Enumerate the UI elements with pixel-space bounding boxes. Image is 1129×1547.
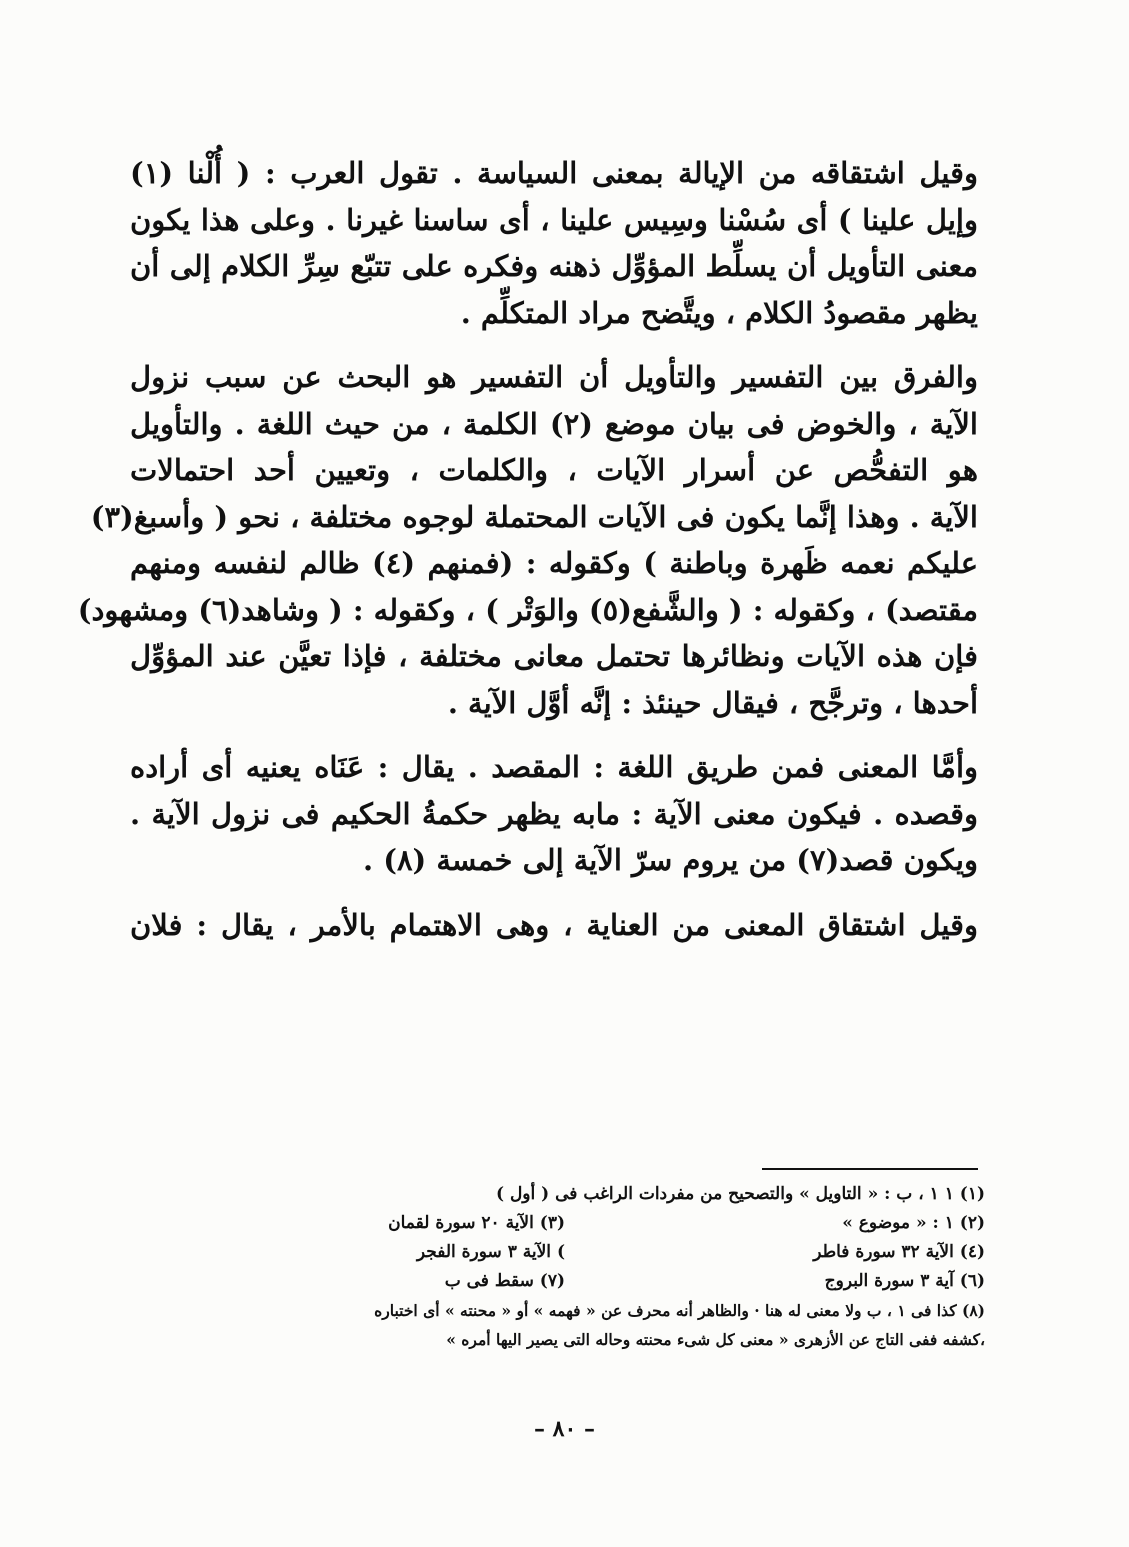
footnote-7: (٧) سقط فى ب [444,1271,565,1291]
text-line: الآية ، والخوض فى بيان موضع (٢) الكلمة ، من حيث اللغة . والتأويل [130,406,978,441]
paragraph-3 [130,744,978,884]
paragraph-4 [130,902,978,949]
text-line: وقصده . فيكون معنى الآية : مابه يظهر حكمةُ الحكيم فى نزول الآية . [130,796,978,831]
text-line: ويكون قصد(٧) من يروم سرّ الآية إلى خمسة (٨) . [363,843,978,877]
text-line: وقيل اشتقاقه من الإيالة بمعنى السياسة . تقول العرب : ( أُلْنا (١) [130,156,978,190]
text-line: مقتصد) ، وكقوله : ( والشَّفع(٥) والوَتْر ) ، وكقوله : ( وشاهد(٦) ومشهود) [77,592,978,627]
paragraph-1 [130,150,978,336]
text-line: وإيل علينا ) أى سُسْنا وسِيس علينا ، أى ساسنا غيرنا . وعلى هذا يكون [130,202,978,237]
footnote-1: (١) ١ ١ ، ب : « التاويل » والتصحيح من مفردات الراغب فى ( أول ) [495,1184,985,1204]
footnotes [120,1180,985,1354]
text-line: عليكم نعمه ظَهرة وباطنة ) وكقوله : (فمنهم (٤) ظالم لنفسه ومنهم [130,546,978,580]
text-line: فإن هذه الآيات ونظائرها تحتمل معانى مختلفة ، فإذا تعيَّن عند المؤوِّل [130,639,978,673]
footnote-row [120,1267,985,1296]
text-line: هو التفحُّص عن أسرار الآيات ، والكلمات ، وتعيين أحد احتمالات [130,453,978,487]
footnote-8: (٨) كذا فى ١ ، ب ولا معنى له هنا · والظاهر أنه محرف عن « فهمه » أو « محنته » أى اختباره [374,1301,985,1320]
text-line: وأمَّا المعنى فمن طريق اللغة : المقصد . يقال : عَنَاه يعنيه أى أراده [130,750,978,784]
text-line: أحدها ، وترجَّح ، فيقال حينئذ : إنَّه أوَّل الآية . [447,685,978,720]
footnote-6: (٦) آية ٣ سورة البروج [824,1271,985,1291]
footnote-8-continued: ،كشفه ففى التاج عن الأزهرى « معنى كل شىء محنته وحاله التى يصير اليها أمره » [446,1330,985,1349]
footnote-2: (٢) ١ : « موضوع » [842,1213,985,1233]
footnote-row [120,1209,985,1238]
text-line: يظهر مقصودُ الكلام ، ويتَّضح مراد المتكلِّم . [460,295,978,330]
text-line: معنى التأويل أن يسلِّط المؤوِّل ذهنه وفكره على تتبّع سِرِّ الكلام إلى أن [130,249,978,283]
text-line: وقيل اشتقاق المعنى من العناية ، وهى الاهتمام بالأمر ، يقال : فلان [130,907,978,942]
paragraph-2 [77,354,978,726]
page-number: – ٨٠ – [534,1416,595,1442]
footnote-divider [762,1168,978,1170]
main-text [77,150,978,948]
text-line: والفرق بين التفسير والتأويل أن التفسير هو البحث عن سبب نزول [130,360,978,394]
footnote-row [120,1238,985,1267]
footnote-5: ) الآية ٣ سورة الفجر [416,1242,565,1262]
footnote-3: (٣) الآية ٢٠ سورة لقمان [388,1213,565,1233]
footnote-4: (٤) الآية ٣٢ سورة فاطر [813,1242,985,1262]
text-line: الآية . وهذا إنَّما يكون فى الآيات المحتملة لوجوه مختلفة ، نحو ( وأسبغ(٣) [90,499,978,534]
